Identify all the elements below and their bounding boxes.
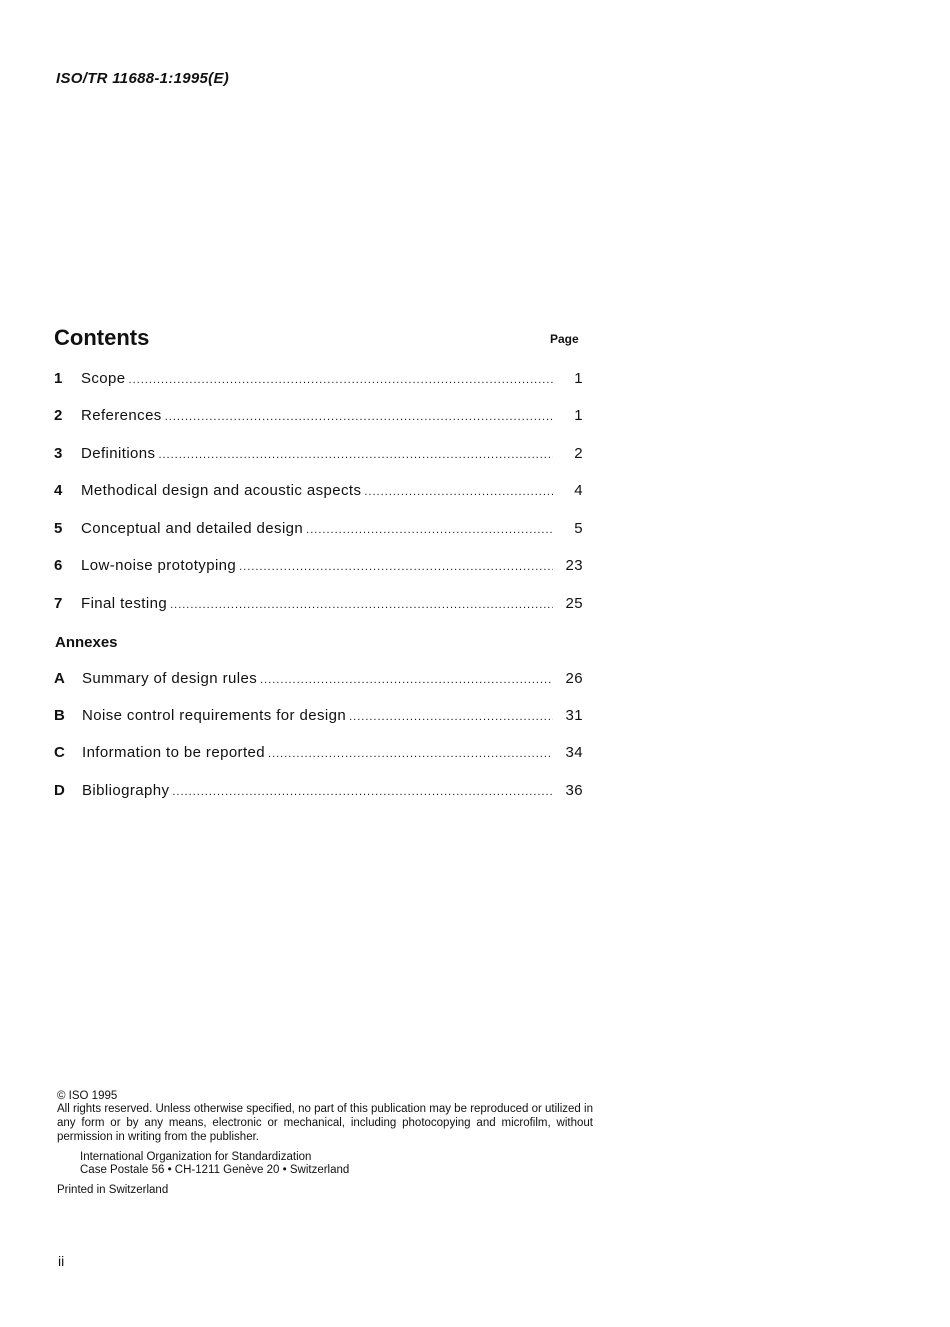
rights-notice: All rights reserved. Unless otherwise specified, no part of this publication may be reproduced or utilized in any form or by any means, electronic or mechanical, including photocopying and microfilm, without permission in writing from the publisher. — [57, 1103, 593, 1143]
dot-leader — [349, 711, 553, 723]
toc-entry-page: 26 — [565, 670, 583, 687]
printed-in: Printed in Switzerland — [57, 1184, 169, 1196]
dot-leader — [239, 561, 553, 573]
toc-entry-page: 2 — [574, 445, 583, 462]
toc-entry[interactable] — [54, 595, 583, 615]
toc-entry-title: Summary of design rules — [82, 670, 258, 687]
toc-entry-number: 1 — [54, 370, 63, 387]
toc-entry-number: 3 — [54, 445, 63, 462]
toc-entry-title: Scope — [81, 370, 126, 387]
toc-entry[interactable] — [54, 520, 583, 540]
toc-entry[interactable] — [54, 445, 583, 465]
toc-entry-page: 5 — [574, 520, 583, 537]
toc-entry-number: A — [54, 670, 66, 687]
annexes-heading: Annexes — [55, 634, 118, 651]
toc-entry-page: 4 — [574, 482, 583, 499]
toc-entry[interactable] — [54, 707, 583, 727]
toc-entry-title: Conceptual and detailed design — [81, 520, 304, 537]
dot-leader — [170, 599, 553, 611]
toc-entry-title: Definitions — [81, 445, 156, 462]
dot-leader — [260, 674, 553, 686]
toc-entry-title: Final testing — [81, 595, 168, 612]
toc-entry-title: Noise control requirements for design — [82, 707, 347, 724]
dot-leader — [165, 411, 553, 423]
toc-entry-title: Methodical design and acoustic aspects — [81, 482, 362, 499]
toc-entry-title: Information to be reported — [82, 744, 266, 761]
dot-leader — [158, 449, 553, 461]
dot-leader — [268, 748, 553, 760]
toc-entry-number: D — [54, 782, 66, 799]
toc-entry-page: 1 — [574, 407, 583, 424]
dot-leader — [129, 374, 553, 386]
toc-entry-page: 34 — [565, 744, 583, 761]
toc-entry-title: Bibliography — [82, 782, 170, 799]
toc-entry[interactable] — [54, 482, 583, 502]
toc-entry[interactable] — [54, 744, 583, 764]
toc-entry-title: Low-noise prototyping — [81, 557, 237, 574]
toc-entry-page: 36 — [565, 782, 583, 799]
dot-leader — [306, 524, 553, 536]
toc-entry-number: 6 — [54, 557, 63, 574]
toc-entry[interactable] — [54, 557, 583, 577]
toc-entry-number: 7 — [54, 595, 63, 612]
toc-entry-page: 31 — [565, 707, 583, 724]
toc-entry-page: 23 — [565, 557, 583, 574]
organization-name: International Organization for Standardization — [80, 1151, 312, 1163]
toc-entry[interactable] — [54, 670, 583, 690]
organization-address: Case Postale 56 • CH-1211 Genève 20 • Switzerland — [80, 1164, 350, 1176]
toc-entry-number: C — [54, 744, 66, 761]
toc-entry[interactable] — [54, 370, 583, 390]
contents-title: Contents — [54, 325, 150, 350]
copyright-line: © ISO 1995 — [57, 1090, 118, 1102]
dot-leader — [364, 486, 553, 498]
toc-entry-title: References — [81, 407, 162, 424]
page-column-label: Page — [550, 332, 579, 346]
dot-leader — [172, 786, 553, 798]
toc-entry-number: 4 — [54, 482, 63, 499]
toc-entry[interactable] — [54, 782, 583, 802]
toc-entry[interactable] — [54, 407, 583, 427]
page-number: ii — [58, 1253, 65, 1269]
toc-entry-number: B — [54, 707, 66, 724]
toc-entry-number: 5 — [54, 520, 63, 537]
document-header: ISO/TR 11688-1:1995(E) — [56, 70, 230, 87]
toc-entry-number: 2 — [54, 407, 63, 424]
toc-entry-page: 25 — [565, 595, 583, 612]
toc-entry-page: 1 — [574, 370, 583, 387]
